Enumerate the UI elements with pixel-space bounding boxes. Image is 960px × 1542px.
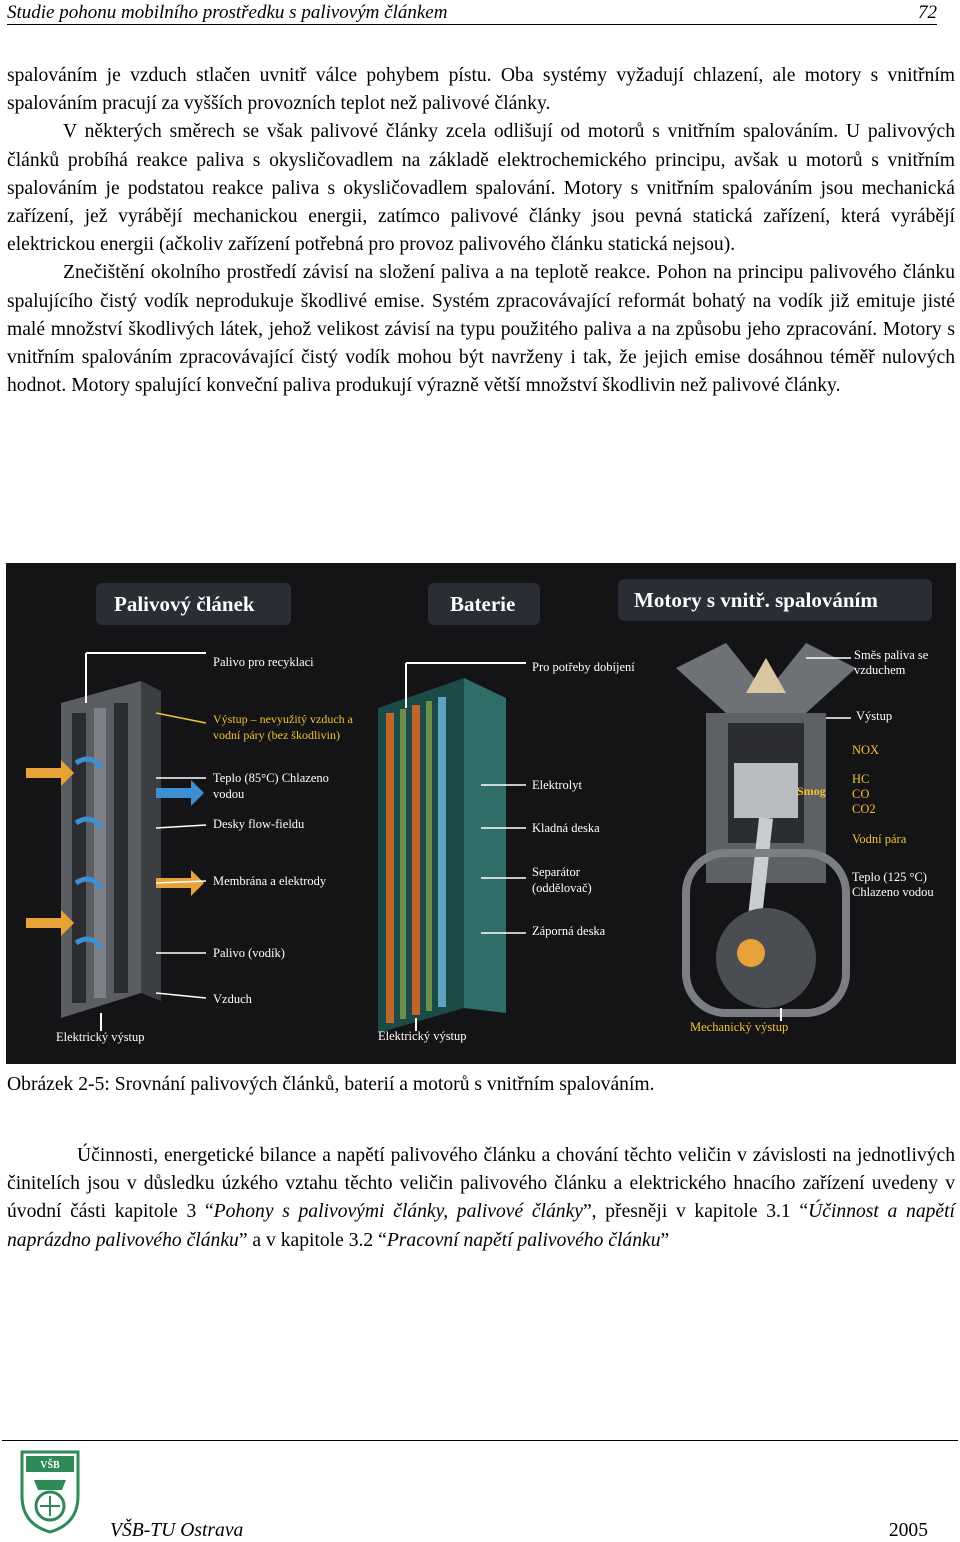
figure-caption: Obrázek 2-5: Srovnání palivových článků, baterií a motorů s vnitřním spalováním. <box>7 1074 655 1095</box>
panel-title: Motory s vnitř. spalováním <box>634 588 878 612</box>
text-run: Účinnosti, energetické bilance a napětí palivového článku a chování těchto veličin v závislosti na jednotlivých činitelích jsou v důsledku úzkého vztahu těchto veličin palivového článku a elektrického hnacího zařízení uvedeny v úvodní části kapitole 3 “ <box>7 1145 955 1223</box>
fig-label: Palivo (vodík) <box>213 946 285 960</box>
page-number: 72 <box>918 2 937 23</box>
svg-text:VŠB: VŠB <box>40 1460 60 1471</box>
fig-label: Záporná deska <box>532 924 606 938</box>
text-run: ” a v kapitole 3.2 “ <box>238 1229 387 1251</box>
fig-label: vodní páry (bez škodlivin) <box>213 728 340 742</box>
fig-label: CO <box>852 787 870 801</box>
paragraph: Znečištění okolního prostředí závisí na složení paliva a na teplotě reakce. Pohon na principu palivového článku spalujícího čistý vodík neprodukuje škodlivé emise. Systém zpracovávající reformát bohatý na vodík již emituje jisté malé množství škodlivých látek, jehož velikost závisí na typu použitého paliva a na způsobu jeho zpracování. Motory s vnitřním spalováním zpracovávající čistý vodík mohou být navrženy i tak, že jejich emise dosáhnou téměř nulových hodnot. Motory spalující konveční paliva produkují výrazně větší množství škodlivin než palivové články. <box>7 262 955 397</box>
header-title: Studie pohonu mobilního prostředku s palivovým článkem <box>7 2 448 23</box>
body-text-top <box>7 62 955 400</box>
fig-label: Pro potřeby dobíjení <box>532 660 635 674</box>
fig-label: Teplo (85°C) Chlazeno <box>213 771 329 785</box>
fig-label: Výstup – nevyužitý vzduch a <box>213 712 353 726</box>
fig-label: CO2 <box>852 802 876 816</box>
paragraph: V některých směrech se však palivové články zcela odlišují od motorů s vnitřním spalováním. U palivových článků probíhá reakce paliva s okysličovadlem na základě elektrochemického principu, avšak u motorů s vnitřním spalováním je podstatou reakce paliva s okysličovadlem spalování. Motory s vnitřním spalováním jsou mechanická zařízení, jež vyrábějí mechanickou energii, zatímco palivové články jsou pevná statická zařízení, která vyrábějí elektrickou energii (ačkoliv zařízení potřebná pro provoz palivového článku statická nejsou). <box>7 121 955 256</box>
fig-label: Vodní pára <box>852 832 907 846</box>
footer-year: 2005 <box>888 1520 928 1541</box>
fig-label: Elektrolyt <box>532 778 582 792</box>
fig-label: Vzduch <box>213 992 252 1006</box>
fig-label: Smog <box>797 784 826 798</box>
fig-label: HC <box>852 772 870 786</box>
university-logo <box>10 1448 90 1534</box>
paragraph: spalováním je vzduch stlačen uvnitř válce pohybem pístu. Oba systémy vyžadují chlazení, ale motory s vnitřním spalováním pracují za vyšších provozních teplot než palivové články. <box>7 65 955 115</box>
fig-label: Membrána a elektrody <box>213 874 327 888</box>
chapter-reference: Pohony s palivovými články, palivové články <box>213 1201 583 1223</box>
battery-cell-icon <box>378 663 526 1033</box>
fig-label: Separátor <box>532 865 580 879</box>
fig-label: Desky flow-fieldu <box>213 817 305 831</box>
fig-label: Směs paliva se <box>854 648 929 662</box>
fig-label: Elektrický výstup <box>378 1029 467 1043</box>
fig-label: Mechanický výstup <box>690 1020 789 1034</box>
fig-label: Kladná deska <box>532 821 600 835</box>
footer-institution: VŠB-TU Ostrava <box>110 1520 244 1541</box>
fig-label: Palivo pro recyklaci <box>213 655 314 669</box>
fig-label: vodou <box>213 787 245 801</box>
chapter-reference: Pracovní napětí palivového článku <box>386 1229 661 1251</box>
fig-label: Výstup <box>856 709 893 723</box>
panel-title: Baterie <box>450 592 516 616</box>
text-run: ” <box>660 1229 670 1251</box>
running-header <box>7 2 937 25</box>
chapter-reference: Účinnost a napětí naprázdno palivového článku <box>7 1201 955 1251</box>
fig-label: NOX <box>852 743 880 757</box>
fig-label: Elektrický výstup <box>56 1030 145 1044</box>
paragraph <box>7 1142 955 1255</box>
body-text-bottom <box>7 1142 955 1255</box>
fig-label: vzduchem <box>854 663 906 677</box>
comparison-figure <box>6 563 956 1064</box>
fig-label: Chlazeno vodou <box>852 885 934 899</box>
text-run: ”, přesněji v kapitole 3.1 “ <box>582 1201 809 1223</box>
fig-label: (oddělovač) <box>532 881 592 895</box>
fig-label: Teplo (125 °C) <box>852 870 927 884</box>
panel-title: Palivový článek <box>114 592 255 616</box>
footer-rule <box>2 1440 958 1441</box>
